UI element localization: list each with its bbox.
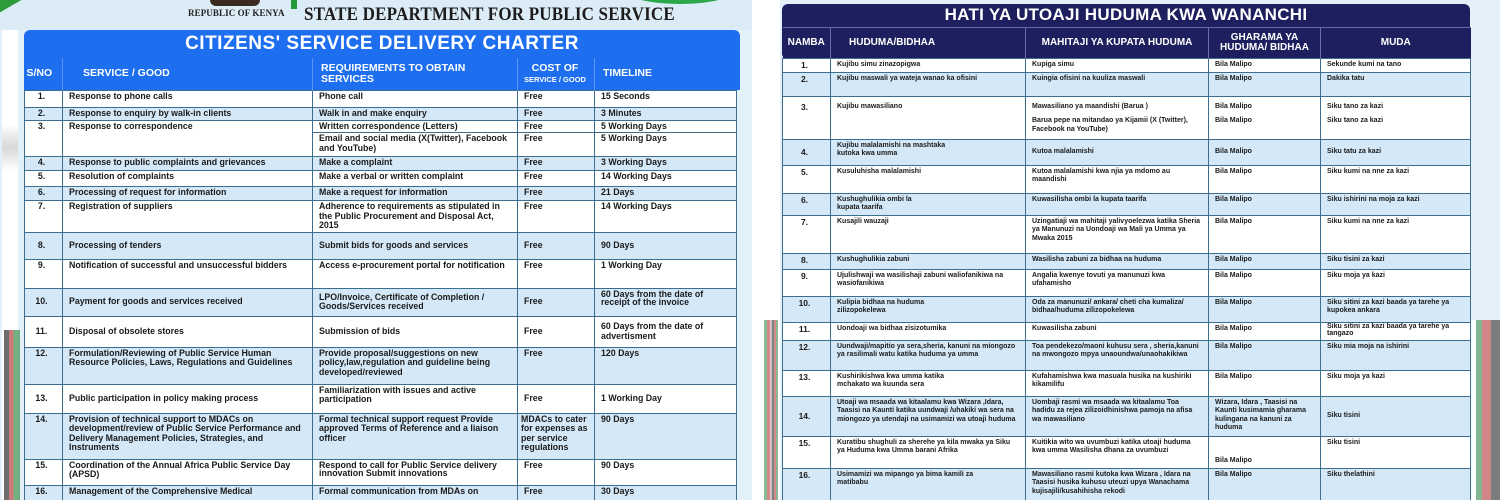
row-muda: Dakika tatu xyxy=(1321,72,1471,96)
row-mahitaji: Oda za manunuzi/ ankara/ cheti cha kumaliza/ bidhaa/huduma zilizopokelewa xyxy=(1026,296,1209,322)
row-timeline: 1 Working Day xyxy=(595,259,737,288)
row-huduma: Kusuluhisha malalamishi xyxy=(831,165,1026,193)
row-gharama: Bila Malipo xyxy=(1209,165,1321,193)
row-sno: 6. xyxy=(25,187,63,201)
row-cost: Free xyxy=(518,171,595,187)
row-muda: Siku tisini za kazi xyxy=(1321,253,1471,269)
row-timeline: 14 Working Days xyxy=(595,171,737,187)
row-service: Provision of technical support to MDACs on development/review of Public Service Performance and Delivery Management Policies, Strategies, and Instruments xyxy=(63,413,313,459)
table-row xyxy=(783,296,1471,322)
row-sno: 2. xyxy=(25,107,63,120)
row-gharama xyxy=(1209,96,1321,139)
row-gharama: Wizara, Idara , Taasisi na Kaunti kusimamia gharama kulingana na kanuni za huduma xyxy=(1209,396,1321,436)
col-cost xyxy=(518,58,595,90)
row-requirements: Written correspondence (Letters) xyxy=(313,120,518,133)
row-muda: Siku kumi na nne za kazi xyxy=(1321,215,1471,253)
row-gharama-line1: Bila Malipo xyxy=(1215,102,1252,110)
row-gharama: Bila Malipo xyxy=(1209,215,1321,253)
row-gharama: Bila Malipo xyxy=(1209,322,1321,340)
row-muda: Siku tatu za kazi xyxy=(1321,139,1471,165)
coat-of-arms-icon xyxy=(210,0,260,6)
col-huduma: HUDUMA/BIDHAA xyxy=(831,28,1026,59)
row-huduma: Kushughulikia zabuni xyxy=(831,253,1026,269)
row-gharama: Bila Malipo xyxy=(1209,436,1321,468)
row-muda: Siku mia moja na ishirini xyxy=(1321,340,1471,370)
swahili-charter-panel xyxy=(780,0,1500,500)
row-namba: 7. xyxy=(783,215,831,253)
row-timeline: 14 Working Days xyxy=(595,201,737,233)
row-service: Resolution of complaints xyxy=(63,171,313,187)
row-gharama: Bila Malipo xyxy=(1209,59,1321,73)
table-row xyxy=(25,187,737,201)
row-requirements: Access e-procurement portal for notification xyxy=(313,259,518,288)
row-sno: 13. xyxy=(25,384,63,413)
row-sno: 1. xyxy=(25,90,63,107)
row-muda-line2: Siku tano za kazi xyxy=(1327,117,1384,124)
row-mahitaji: Kuitikia wito wa uvumbuzi katika utoaji huduma kwa umma Wasilisha dhana za uvumbuzi xyxy=(1026,436,1209,468)
row-muda: Siku moja ya kazi xyxy=(1321,370,1471,396)
row-mahitaji: Mawasiliano rasmi kutoka kwa Wizara , Idara na Taasisi husika kuhusu uteuzi upya Wanachama kujisajili/kusahihisha rekodi xyxy=(1026,468,1209,500)
table-row xyxy=(25,171,737,187)
table-row xyxy=(25,157,737,171)
row-huduma: Kushirikishwa kwa umma katika mchakato wa kuunda sera xyxy=(831,370,1026,396)
row-namba: 14. xyxy=(783,396,831,436)
row-sno: 11. xyxy=(25,316,63,347)
row-cost: Free xyxy=(518,90,595,107)
table-row xyxy=(783,96,1471,139)
row-cost: Free xyxy=(518,201,595,233)
row-muda: Siku kumi na nne za kazi xyxy=(1321,165,1471,193)
table-row xyxy=(783,370,1471,396)
row-namba: 11. xyxy=(783,322,831,340)
row-muda: Siku ishirini na moja za kazi xyxy=(1321,193,1471,215)
row-requirements: Walk in and make enquiry xyxy=(313,107,518,120)
row-mahitaji: Kuwasilisha ombi la kupata taarifa xyxy=(1026,193,1209,215)
row-namba: 13. xyxy=(783,370,831,396)
row-mahitaji: Kuingia ofisini na kuuliza maswali xyxy=(1026,72,1209,96)
row-cost: Free xyxy=(518,120,595,133)
row-service: Response to enquiry by walk-in clients xyxy=(63,107,313,120)
row-namba: 6. xyxy=(783,193,831,215)
row-service: Processing of tenders xyxy=(63,232,313,259)
row-huduma: Usimamizi wa mipango ya bima kamili za matibabu xyxy=(831,468,1026,500)
row-mahitaji: Kufahamishwa kwa masuala husika na kushiriki kikamilifu xyxy=(1026,370,1209,396)
row-muda: Siku tisini xyxy=(1321,396,1471,436)
row-muda xyxy=(1321,96,1471,139)
row-namba: 8. xyxy=(783,253,831,269)
row-namba: 5. xyxy=(783,165,831,193)
row-mahitaji: Angalia kwenye tovuti ya manunuzi kwa ufahamisho xyxy=(1026,269,1209,296)
row-sno: 4. xyxy=(25,157,63,171)
row-mahitaji: Kuwasilisha zabuni xyxy=(1026,322,1209,340)
row-timeline: 120 Days xyxy=(595,347,737,384)
row-mahitaji: Uombaji rasmi wa msaada wa kitaalamu Toa hadidu za rejea zilizoidhinishwa pamoja na afisa wa mawasiliano xyxy=(1026,396,1209,436)
row-cost: Free xyxy=(518,316,595,347)
row-muda-line1: Siku tano za kazi xyxy=(1327,102,1384,110)
row-huduma: Kushughulikia ombi la kupata taarifa xyxy=(831,193,1026,215)
row-cost: Free xyxy=(518,347,595,384)
row-cost: Free xyxy=(518,157,595,171)
row-sno: 3. xyxy=(25,120,63,157)
row-sno: 16. xyxy=(25,485,63,500)
table-row xyxy=(783,193,1471,215)
row-service: Disposal of obsolete stores xyxy=(63,316,313,347)
row-gharama: Bila Malipo xyxy=(1209,72,1321,96)
row-namba: 12. xyxy=(783,340,831,370)
charter-box xyxy=(24,30,740,500)
row-gharama: Bila Malipo xyxy=(1209,269,1321,296)
row-gharama-line2: Bila Malipo xyxy=(1215,117,1252,124)
row-cost: Free xyxy=(518,259,595,288)
col-cost-line1: COST OF xyxy=(531,61,579,74)
row-timeline: 30 Days xyxy=(595,485,737,500)
row-cost: Free xyxy=(518,133,595,157)
row-requirements: Submission of bids xyxy=(313,316,518,347)
row-timeline: 5 Working Days xyxy=(595,133,737,157)
row-timeline: 5 Working Days xyxy=(595,120,737,133)
row-service: Payment for goods and services received xyxy=(63,288,313,316)
table-row xyxy=(25,459,737,485)
row-sno: 7. xyxy=(25,201,63,233)
row-muda: Siku thelathini xyxy=(1321,468,1471,500)
row-gharama: Bila Malipo xyxy=(1209,193,1321,215)
row-requirements: Make a request for information xyxy=(313,187,518,201)
row-timeline: 60 Days from the date of receipt of the invoice xyxy=(595,288,737,316)
row-mahitaji: Kutoa malalamishi kwa njia ya mdomo au maandishi xyxy=(1026,165,1209,193)
flag-stripe-decoration xyxy=(4,330,20,500)
flag-stripe-decoration xyxy=(1470,320,1500,500)
row-cost: Free xyxy=(518,187,595,201)
row-sno: 8. xyxy=(25,232,63,259)
col-sno: S/NO xyxy=(25,58,63,90)
charter-title: CITIZENS' SERVICE DELIVERY CHARTER xyxy=(185,33,579,54)
row-namba: 15. xyxy=(783,436,831,468)
row-requirements: Familiarization with issues and active participation xyxy=(313,384,518,413)
table-row xyxy=(783,468,1471,500)
row-huduma: Kujibu maswali ya wateja wanao ka ofisini xyxy=(831,72,1026,96)
row-mahitaji: Toa pendekezo/maoni kuhusu sera , sheria,kanuni na mwongozo mpya unaoundwa/unaohakikiwa xyxy=(1026,340,1209,370)
table-row xyxy=(25,201,737,233)
row-mahitaji-line1: Mawasiliano ya maandishi (Barua ) xyxy=(1032,102,1148,110)
col-service-label: SERVICE / GOOD xyxy=(83,67,170,80)
table-row xyxy=(25,485,737,500)
row-sno: 9. xyxy=(25,259,63,288)
row-mahitaji: Kupiga simu xyxy=(1026,59,1209,73)
row-cost: MDACs to cater for expenses as per service regulations xyxy=(518,413,595,459)
row-gharama: Bila Malipo xyxy=(1209,253,1321,269)
col-namba: NAMBA xyxy=(783,28,831,59)
row-cost: Free xyxy=(518,459,595,485)
row-huduma: Kuratibu shughuli za sherehe ya kila mwaka ya Siku ya Huduma kwa Umma barani Afrika xyxy=(831,436,1026,468)
col-service xyxy=(63,58,313,90)
row-huduma: Uondoaji wa bidhaa zisizotumika xyxy=(831,322,1026,340)
row-service: Public participation in policy making process xyxy=(63,384,313,413)
row-huduma: Kulipia bidhaa na huduma zilizopokelewa xyxy=(831,296,1026,322)
row-requirements: Provide proposal/suggestions on new policy,law,regulation and guideline being developed/reviewed xyxy=(313,347,518,384)
row-gharama: Bila Malipo xyxy=(1209,340,1321,370)
row-timeline: 60 Days from the date of advertisment xyxy=(595,316,737,347)
row-namba: 16. xyxy=(783,468,831,500)
hati-header-row xyxy=(783,28,1471,59)
row-mahitaji: Uzingatiaji wa mahitaji yalivyoelezwa katika Sheria ya Manunuzi na Uondoaji wa Mali ya Umma ya Mwaka 2015 xyxy=(1026,215,1209,253)
row-namba: 9. xyxy=(783,269,831,296)
row-service: Registration of suppliers xyxy=(63,201,313,233)
row-gharama: Bila Malipo xyxy=(1209,468,1321,500)
row-requirements: Respond to call for Public Service delivery innovation Submit innovations xyxy=(313,459,518,485)
row-timeline: 90 Days xyxy=(595,232,737,259)
row-requirements: Phone call xyxy=(313,90,518,107)
row-namba: 4. xyxy=(783,139,831,165)
department-title: STATE DEPARTMENT FOR PUBLIC SERVICE xyxy=(304,5,675,25)
table-row xyxy=(783,322,1471,340)
row-requirements: Formal technical support request Provide approved Terms of Reference and a liaison officer xyxy=(313,413,518,459)
row-timeline: 21 Days xyxy=(595,187,737,201)
table-row xyxy=(783,340,1471,370)
charter-table xyxy=(24,58,737,500)
row-mahitaji xyxy=(1026,96,1209,139)
table-row xyxy=(25,384,737,413)
row-cost: Free xyxy=(518,232,595,259)
row-requirements: Adherence to requirements as stipulated in the Public Procurement and Disposal Act, 2015 xyxy=(313,201,518,233)
table-row xyxy=(25,288,737,316)
table-row xyxy=(783,59,1471,73)
row-mahitaji-line2: Barua pepe na mitandao ya Kijamii (X (Twitter), Facebook na YouTube) xyxy=(1032,117,1188,133)
table-row xyxy=(25,316,737,347)
row-mahitaji: Kutoa malalamishi xyxy=(1026,139,1209,165)
row-service: Formulation/Reviewing of Public Service Human Resource Policies, Laws, Regulations and Guidelines xyxy=(63,347,313,384)
table-row xyxy=(783,436,1471,468)
col-cost-line2: SERVICE / GOOD xyxy=(524,74,586,84)
table-row xyxy=(783,165,1471,193)
row-timeline: 90 Days xyxy=(595,413,737,459)
row-huduma: Kujibu malalamishi na mashtaka kutoka kwa umma xyxy=(831,139,1026,165)
row-huduma: Kujibu simu zinazopigwa xyxy=(831,59,1026,73)
table-row xyxy=(783,215,1471,253)
col-requirements: REQUIREMENTS TO OBTAIN SERVICES xyxy=(313,58,518,90)
table-row xyxy=(783,72,1471,96)
table-row xyxy=(25,259,737,288)
row-sno: 14. xyxy=(25,413,63,459)
row-gharama: Bila Malipo xyxy=(1209,296,1321,322)
col-timeline: TIMELINE xyxy=(595,58,737,90)
row-service: Coordination of the Annual Africa Public Service Day (APSD) xyxy=(63,459,313,485)
table-row xyxy=(783,253,1471,269)
row-cost: Free xyxy=(518,384,595,413)
table-row xyxy=(25,90,737,107)
row-gharama: Bila Malipo xyxy=(1209,370,1321,396)
row-requirements: Formal communication from MDAs on xyxy=(313,485,518,500)
row-sno: 5. xyxy=(25,171,63,187)
table-row xyxy=(783,269,1471,296)
row-muda: Siku moja ya kazi xyxy=(1321,269,1471,296)
row-sno: 15. xyxy=(25,459,63,485)
row-sno: 10. xyxy=(25,288,63,316)
row-gharama: Bila Malipo xyxy=(1209,139,1321,165)
row-timeline: 90 Days xyxy=(595,459,737,485)
hati-title: HATI YA UTOAJI HUDUMA KWA WANANCHI xyxy=(944,5,1308,24)
row-namba: 3. xyxy=(783,96,831,139)
flag-stripe-decoration xyxy=(764,320,778,500)
row-huduma: Kujibu mawasiliano xyxy=(831,96,1026,139)
row-timeline: 3 Working Days xyxy=(595,157,737,171)
row-namba: 10. xyxy=(783,296,831,322)
charter-header-row xyxy=(25,58,737,90)
row-muda: Siku sitini za kazi baada ya tarehe ya tangazo xyxy=(1321,322,1471,340)
row-service: Response to correspondence xyxy=(63,120,313,157)
table-row xyxy=(783,139,1471,165)
row-requirements: LPO/Invoice, Certificate of Completion / Goods/Services received xyxy=(313,288,518,316)
row-namba: 1. xyxy=(783,59,831,73)
col-gharama: GHARAMA YA HUDUMA/ BIDHAA xyxy=(1209,28,1321,59)
row-timeline: 15 Seconds xyxy=(595,90,737,107)
table-row xyxy=(25,120,737,133)
row-service: Response to phone calls xyxy=(63,90,313,107)
row-huduma: Utoaji wa msaada wa kitaalamu kwa Wizara ,Idara, Taasisi na Kaunti katika uundwaji /uhakiki wa sera na miongozo ya utendaji na usimamizi wa utoaji huduma xyxy=(831,396,1026,436)
row-muda: Siku tisini xyxy=(1321,436,1471,468)
row-timeline: 3 Minutes xyxy=(595,107,737,120)
row-muda: Siku sitini za kazi baada ya tarehe ya kupokea ankara xyxy=(1321,296,1471,322)
green-bar-decoration xyxy=(291,0,297,9)
table-row xyxy=(25,232,737,259)
row-requirements: Make a verbal or written complaint xyxy=(313,171,518,187)
row-service: Response to public complaints and grievances xyxy=(63,157,313,171)
table-row xyxy=(783,396,1471,436)
row-cost: Free xyxy=(518,107,595,120)
hati-box xyxy=(782,4,1470,500)
table-row xyxy=(25,107,737,120)
row-service: Management of the Comprehensive Medical xyxy=(63,485,313,500)
row-sno: 12. xyxy=(25,347,63,384)
row-timeline: 1 Working Day xyxy=(595,384,737,413)
row-service: Notification of successful and unsuccessful bidders xyxy=(63,259,313,288)
row-mahitaji: Wasilisha zabuni za bidhaa na huduma xyxy=(1026,253,1209,269)
hati-table xyxy=(782,27,1471,500)
table-row xyxy=(25,347,737,384)
table-row xyxy=(25,413,737,459)
row-requirements: Email and social media (X(Twitter), Facebook and YouTube) xyxy=(313,133,518,157)
row-service: Processing of request for information xyxy=(63,187,313,201)
row-huduma: Uundwaji/mapitio ya sera,sheria, kanuni na miongozo ya rasilimali watu katika huduma ya umma xyxy=(831,340,1026,370)
row-requirements: Make a complaint xyxy=(313,157,518,171)
row-huduma: Ujulishwaji wa wasilishaji zabuni waliofanikiwa na wasiofanikiwa xyxy=(831,269,1026,296)
col-mahitaji: MAHITAJI YA KUPATA HUDUMA xyxy=(1026,28,1209,59)
row-cost: Free xyxy=(518,288,595,316)
republic-label: REPUBLIC OF KENYA xyxy=(188,8,285,18)
row-muda: Sekunde kumi na tano xyxy=(1321,59,1471,73)
row-requirements: Submit bids for goods and services xyxy=(313,232,518,259)
row-cost: Free xyxy=(518,485,595,500)
row-huduma: Kusajili wauzaji xyxy=(831,215,1026,253)
col-muda: MUDA xyxy=(1321,28,1471,59)
row-namba: 2. xyxy=(783,72,831,96)
